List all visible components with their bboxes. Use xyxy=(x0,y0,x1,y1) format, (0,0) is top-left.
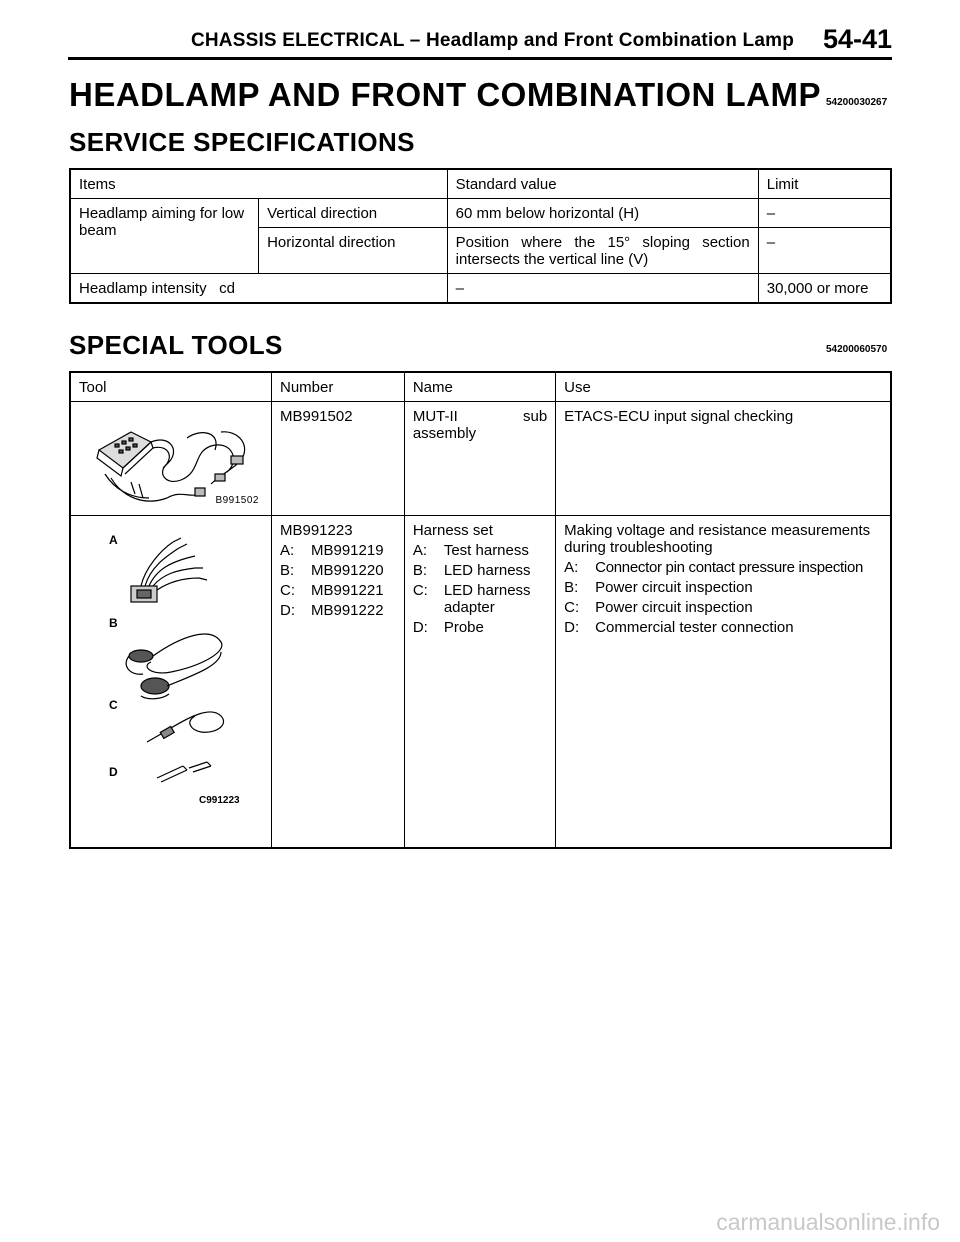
harness-set-drawing xyxy=(71,516,271,846)
number-item xyxy=(280,602,396,619)
use-item xyxy=(564,599,882,616)
watermark: carmanualsonline.info xyxy=(716,1209,940,1235)
section-title: CHASSIS ELECTRICAL – Headlamp and Front Combination Lamp xyxy=(190,30,794,51)
limit-cell: 30,000 or more xyxy=(758,274,891,304)
name-item xyxy=(413,582,547,616)
main-heading: HEADLAMP AND FRONT COMBINATION LAMP xyxy=(69,76,822,113)
letter-b: B xyxy=(109,616,118,630)
item-value: Power circuit inspection xyxy=(595,599,753,616)
item-key: D: xyxy=(280,602,295,619)
aiming-label-cell: Headlamp aiming for low beam xyxy=(70,199,259,274)
use-item xyxy=(564,579,882,596)
standard-cell: Position where the 15° sloping section intersects the vertical line (V) xyxy=(447,228,758,274)
table-row xyxy=(70,402,891,516)
number-item xyxy=(280,582,396,599)
table-header-row xyxy=(70,372,891,402)
column-header: Limit xyxy=(758,169,891,199)
item-key: A: xyxy=(412,542,428,559)
item-cell: Vertical direction xyxy=(259,199,448,228)
letter-c: C xyxy=(109,698,118,712)
number-item xyxy=(280,562,396,579)
letter-d: D xyxy=(109,765,118,779)
item-key: A: xyxy=(564,559,579,576)
column-header: Standard value xyxy=(447,169,758,199)
item-key: C: xyxy=(280,582,295,599)
use-item xyxy=(564,559,882,576)
special-tools-code: 54200060570 xyxy=(826,344,888,355)
name-cell: MUT-II sub assembly xyxy=(404,402,555,516)
table-row xyxy=(70,199,891,228)
tool-image-label: C991223 xyxy=(199,795,240,806)
page-header xyxy=(0,0,960,62)
name-item xyxy=(413,562,547,579)
page-number: 54-41 xyxy=(822,24,892,54)
header-rule xyxy=(68,57,892,60)
limit-cell: – xyxy=(758,199,891,228)
name-main: Harness set xyxy=(412,522,493,539)
standard-cell: 60 mm below horizontal (H) xyxy=(447,199,758,228)
name-cell xyxy=(404,516,555,848)
column-header: Items xyxy=(70,169,447,199)
tool-image-label: B991502 xyxy=(215,495,259,506)
number-item xyxy=(280,542,396,559)
name-item xyxy=(413,542,547,559)
item-value: Commercial tester connection xyxy=(595,619,794,636)
item-cell: Horizontal direction xyxy=(259,228,448,274)
service-specifications-heading: SERVICE SPECIFICATIONS xyxy=(69,127,415,157)
number-cell: MB991502 xyxy=(272,402,405,516)
service-specifications-table xyxy=(69,168,892,304)
use-cell xyxy=(556,516,891,848)
item-value: Probe xyxy=(443,619,484,636)
special-tools-table xyxy=(69,371,892,849)
use-cell: ETACS-ECU input signal checking xyxy=(556,402,891,516)
mut-ii-illustration xyxy=(71,402,271,515)
table-row xyxy=(70,274,891,304)
table-header-row xyxy=(70,169,891,199)
item-value: LED harness adapter xyxy=(443,582,531,616)
use-item xyxy=(564,619,882,636)
item-value: MB991222 xyxy=(311,602,384,619)
tool-image-cell xyxy=(70,402,272,516)
letter-a: A xyxy=(109,533,118,547)
standard-cell: – xyxy=(447,274,758,304)
main-heading-code: 54200030267 xyxy=(826,97,888,108)
column-header: Number xyxy=(272,372,405,402)
item-key: D: xyxy=(564,619,580,636)
tool-image-cell xyxy=(70,516,272,848)
item-cell: Headlamp intensity cd xyxy=(70,274,447,304)
special-tools-heading: SPECIAL TOOLS xyxy=(69,330,283,360)
number-cell xyxy=(272,516,405,848)
item-value: MB991221 xyxy=(311,582,384,599)
item-value: Test harness xyxy=(443,542,529,559)
column-header: Tool xyxy=(70,372,272,402)
number-main: MB991223 xyxy=(280,522,353,539)
item-key: C: xyxy=(564,599,580,616)
item-value: Connector pin contact pressure inspection xyxy=(595,559,864,576)
name-item xyxy=(413,619,547,636)
harness-set-illustration xyxy=(71,516,271,846)
limit-cell: – xyxy=(758,228,891,274)
item-key: A: xyxy=(280,542,295,559)
item-key: C: xyxy=(412,582,428,599)
use-main: Making voltage and resistance measurements during troubleshooting xyxy=(564,522,871,556)
item-key: B: xyxy=(564,579,579,596)
item-key: B: xyxy=(412,562,428,579)
item-value: LED harness xyxy=(443,562,531,579)
column-header: Use xyxy=(556,372,891,402)
item-value: MB991220 xyxy=(311,562,384,579)
item-key: D: xyxy=(412,619,428,636)
item-value: MB991219 xyxy=(311,542,384,559)
table-row xyxy=(70,516,891,848)
item-value: Power circuit inspection xyxy=(595,579,753,596)
column-header: Name xyxy=(404,372,555,402)
item-key: B: xyxy=(280,562,295,579)
